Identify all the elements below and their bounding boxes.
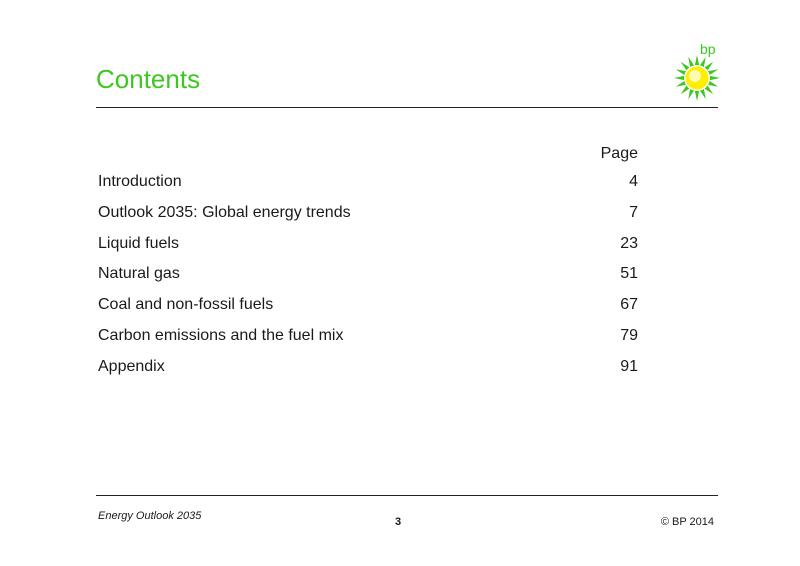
toc-entry[interactable]: [98, 321, 638, 352]
header-divider: [96, 107, 718, 108]
toc-entry-label: Outlook 2035: Global energy trends: [98, 203, 351, 221]
toc-entry-page: 7: [629, 203, 638, 221]
toc-entry-page: 67: [620, 296, 638, 314]
toc-entry-page: 4: [629, 173, 638, 190]
toc-page-heading: Page: [600, 145, 638, 162]
toc-entry[interactable]: [98, 259, 638, 290]
toc-entry-label: Coal and non-fossil fuels: [98, 296, 274, 314]
bp-logo-text: bp: [700, 41, 716, 57]
toc-entry[interactable]: [98, 229, 638, 260]
toc-entry-label: Natural gas: [98, 265, 180, 283]
toc-entry-label: Appendix: [98, 357, 165, 375]
toc-entry[interactable]: [98, 167, 638, 198]
toc-entry-label: Carbon emissions and the fuel mix: [98, 326, 344, 344]
toc-entry-label: Introduction: [98, 173, 182, 190]
toc-entry-page: 23: [620, 234, 638, 252]
toc-entry[interactable]: [98, 290, 638, 321]
toc-entry-label: Liquid fuels: [98, 234, 179, 252]
page-title: Contents: [96, 64, 201, 94]
toc-entry-page: 51: [620, 265, 638, 283]
toc-entry-page: 79: [620, 326, 638, 344]
footer-copyright: © BP 2014: [660, 516, 714, 528]
footer-divider: [96, 495, 718, 496]
table-of-contents: [98, 141, 638, 383]
toc-entry[interactable]: [98, 198, 638, 229]
toc-entry[interactable]: [98, 352, 638, 383]
footer-page-number: 3: [394, 516, 402, 528]
toc-entry-page: 91: [620, 357, 638, 375]
footer-publication: Energy Outlook 2035: [98, 510, 202, 522]
bp-helios-logo-icon: [672, 40, 722, 102]
